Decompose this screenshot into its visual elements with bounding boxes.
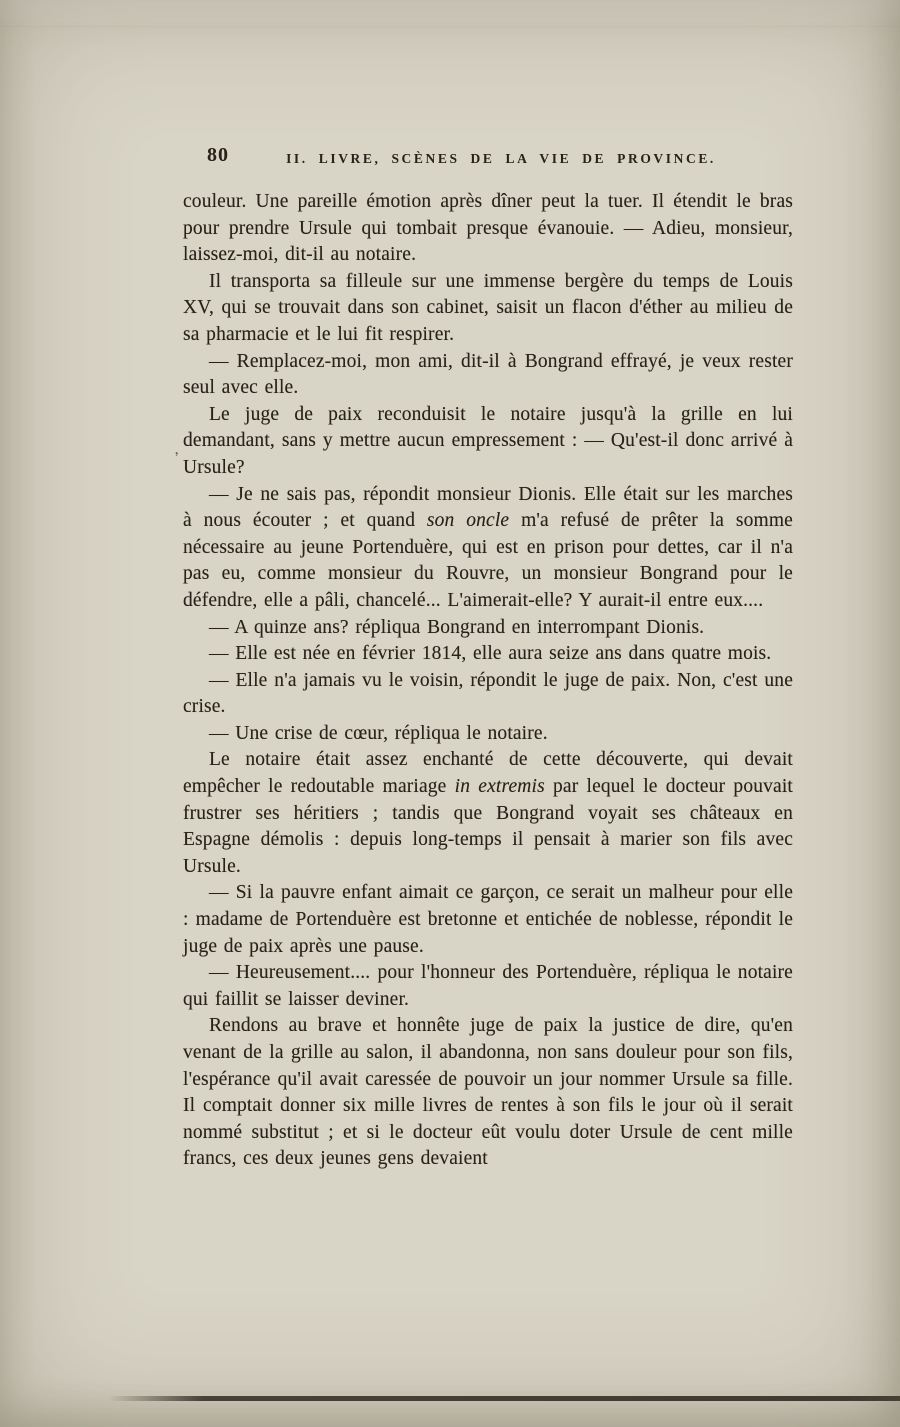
text-run: Rendons au brave et honnête juge de paix la justice de dire, qu'en venant de la grille au salon, il abandonna, non sans douleur pour son fils, l'espérance qu'il avait caressée de pouvoir un jour nommer Ursule sa fille. Il comptait donner six mille livres de rentes à son fils le jour où il serait nommé substitut ; et si le docteur eût voulu doter Ursule de cent mille francs, ces deux jeunes gens devaient bbox=[183, 1015, 793, 1170]
text-run: — A quinze ans? répliqua Bongrand en interrompant Dionis. bbox=[209, 616, 705, 638]
paragraph bbox=[183, 721, 793, 748]
page-body bbox=[183, 189, 793, 1173]
paragraph bbox=[183, 615, 793, 642]
text-run: — Si la pauvre enfant aimait ce garçon, ce serait un malheur pour elle : madame de Portenduère est bretonne et entichée de noblesse, répondit le juge de paix après une pause. bbox=[183, 882, 793, 957]
paragraph bbox=[183, 269, 793, 349]
running-title: II. LIVRE, SCÈNES DE LA VIE DE PROVINCE. bbox=[286, 151, 716, 166]
paragraph bbox=[183, 402, 793, 482]
paragraph bbox=[183, 349, 793, 402]
italic-text-run: in extremis bbox=[454, 776, 545, 798]
text-run: — Heureusement.... pour l'honneur des Portenduère, répliqua le notaire qui faillit se laisser deviner. bbox=[183, 962, 793, 1010]
text-run: Le notaire était assez enchanté de cette découverte, qui devait empêcher le redoutable mariage bbox=[183, 749, 793, 798]
paragraph bbox=[183, 960, 793, 1013]
page-content bbox=[173, 144, 793, 1173]
text-run: — Une crise de cœur, répliqua le notaire. bbox=[209, 722, 548, 744]
page-header bbox=[183, 144, 793, 179]
paragraph bbox=[183, 668, 793, 721]
text-run: par lequel le docteur pouvait frustrer ses héritiers ; tandis que Bongrand voyait ses châteaux en Espagne démolis : depuis long-temps il pensait à marier son fils avec Ursule. bbox=[183, 776, 793, 877]
text-run: Il transporta sa filleule sur une immense bergère du temps de Louis XV, qui se trouvait dans son cabinet, saisit un flacon d'éther au milieu de sa pharmacie et le lui fit respirer. bbox=[183, 270, 793, 345]
text-run: m'a refusé de prêter la somme nécessaire au jeune Portenduère, qui est en prison pour dettes, car il n'a pas eu, comme monsieur du Rouvre, un monsieur Bongrand pour le défendre, elle a pâli, chancelé... L'aimerait-elle? Y aurait-il entre eux.... bbox=[183, 510, 793, 611]
italic-text-run: son oncle bbox=[426, 510, 510, 532]
scan-top-edge bbox=[0, 0, 900, 27]
scan-artifact-mark: ’ bbox=[173, 449, 182, 467]
paragraph bbox=[183, 880, 793, 960]
paragraph bbox=[183, 747, 793, 880]
paragraph bbox=[183, 482, 793, 615]
page-number: 80 bbox=[207, 144, 229, 166]
text-run: — Remplacez-moi, mon ami, dit-il à Bongrand effrayé, je veux rester seul avec elle. bbox=[183, 350, 793, 399]
paragraph bbox=[183, 641, 793, 668]
text-run: — Elle n'a jamais vu le voisin, répondit le juge de paix. Non, c'est une crise. bbox=[183, 669, 793, 718]
text-run: couleur. Une pareille émotion après dîner peut la tuer. Il étendit le bras pour prendre Ursule qui tombait presque évanouie. — Adieu, monsieur, laissez-moi, dit-il au notaire. bbox=[183, 191, 793, 266]
text-run: Le juge de paix reconduisit le notaire jusqu'à la grille en lui demandant, sans y mettre aucun empressement : — Qu'est-il donc arrivé à Ursule? bbox=[183, 403, 793, 478]
paragraph bbox=[183, 189, 793, 269]
scan-bottom-edge-shadow bbox=[108, 1396, 900, 1401]
text-run: — Je ne sais pas, répondit monsieur Dionis. Elle était sur les marches à nous écouter ; et quand bbox=[183, 483, 793, 532]
paragraph bbox=[183, 1013, 793, 1173]
text-run: — Elle est née en février 1814, elle aura seize ans dans quatre mois. bbox=[209, 643, 772, 665]
